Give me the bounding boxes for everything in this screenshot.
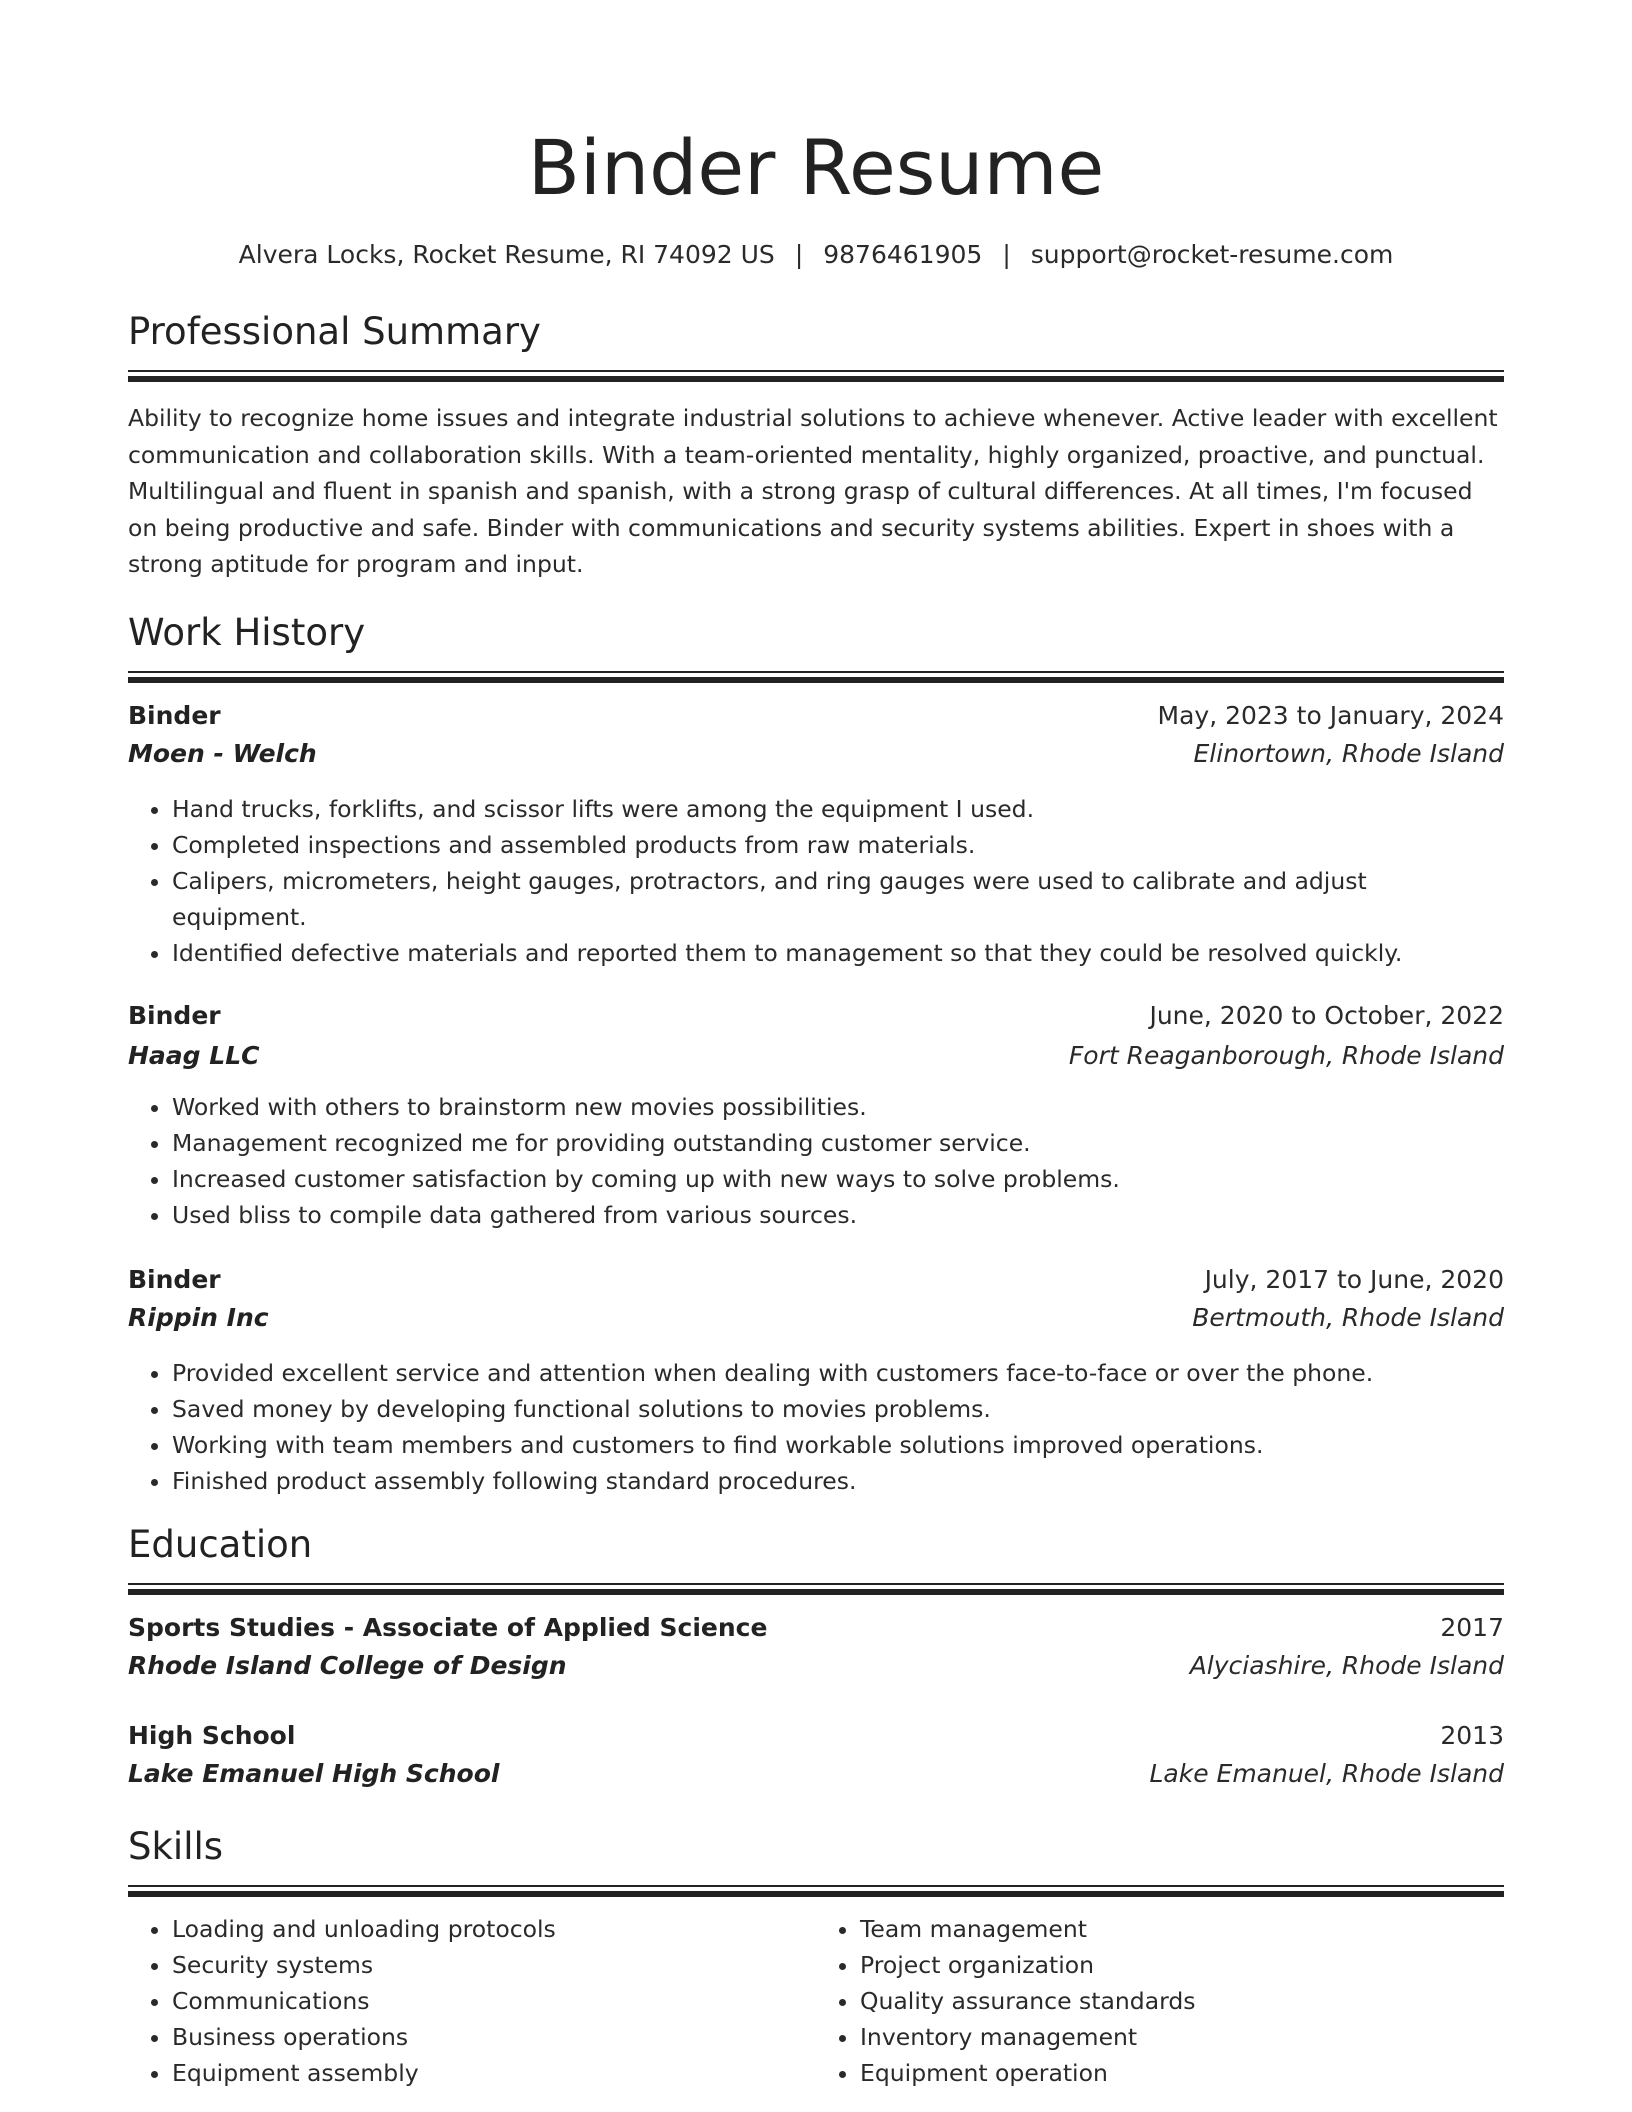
education-location: Alyciashire, Rhode Island bbox=[1189, 1650, 1504, 1680]
job-company: Rippin Inc bbox=[128, 1302, 269, 1332]
job-entry bbox=[128, 701, 1504, 971]
job-company: Moen - Welch bbox=[128, 738, 317, 768]
job-title: Binder bbox=[128, 1000, 221, 1030]
skills-list-left bbox=[128, 1911, 816, 2091]
skill-item: • Equipment assembly bbox=[172, 2055, 816, 2091]
skill-item: • Business operations bbox=[172, 2019, 816, 2055]
section-divider bbox=[128, 370, 1504, 382]
skills-list-right bbox=[816, 1911, 1504, 2091]
job-bullets bbox=[128, 1089, 1504, 1233]
contact-separator: | bbox=[794, 240, 804, 269]
summary-text: Ability to recognize home issues and integrate industrial solutions to achieve whenever. Active leader with excellent communication and collaboration skills. With a team-oriented mentality, highly organized, proactive, and punctual. Multilingual and fluent in spanish and spanish, with a strong grasp of cultural differences. At all times, I'm focused on being productive and safe. Binder with communications and security systems abilities. Expert in shoes with a strong aptitude for program and input. bbox=[128, 404, 1498, 578]
job-title: Binder bbox=[128, 700, 221, 730]
education-year: 2017 bbox=[1440, 1612, 1504, 1642]
section-divider bbox=[128, 1885, 1504, 1897]
contact-phone: 9876461905 bbox=[823, 240, 983, 269]
resume-name: Binder Resume bbox=[527, 123, 1105, 212]
list-item: • Calipers, micrometers, height gauges, protractors, and ring gauges were used to calibrate and adjust equipment. bbox=[172, 863, 1504, 935]
skills-grid bbox=[128, 1911, 1504, 2091]
education-school: Rhode Island College of Design bbox=[128, 1650, 567, 1680]
section-divider bbox=[128, 671, 1504, 683]
contact-line bbox=[128, 238, 1504, 272]
job-title: Binder bbox=[128, 1264, 221, 1294]
job-company: Haag LLC bbox=[128, 1040, 260, 1070]
list-item: • Identified defective materials and reported them to management so that they could be resolved quickly. bbox=[172, 935, 1504, 971]
education-location: Lake Emanuel, Rhode Island bbox=[1149, 1758, 1504, 1788]
skill-item: • Team management bbox=[860, 1911, 1504, 1947]
skill-item: • Quality assurance standards bbox=[860, 1983, 1504, 2019]
job-entry bbox=[128, 1001, 1504, 1233]
education-year: 2013 bbox=[1440, 1720, 1504, 1750]
section-title-summary: Professional Summary bbox=[128, 310, 541, 353]
contact-separator: | bbox=[1002, 240, 1011, 269]
section-title-work-history: Work History bbox=[128, 610, 366, 654]
list-item: • Used bliss to compile data gathered from various sources. bbox=[172, 1197, 1504, 1233]
contact-email[interactable]: support@rocket-resume.com bbox=[1030, 240, 1394, 269]
section-title-education: Education bbox=[128, 1522, 313, 1566]
list-item: • Working with team members and customers to find workable solutions improved operations. bbox=[172, 1427, 1504, 1463]
work-history-section bbox=[128, 609, 1504, 1499]
section-divider bbox=[128, 1583, 1504, 1595]
skill-item: • Loading and unloading protocols bbox=[172, 1911, 816, 1947]
list-item: • Provided excellent service and attention when dealing with customers face-to-face or over the phone. bbox=[172, 1355, 1504, 1391]
list-item: • Increased customer satisfaction by coming up with new ways to solve problems. bbox=[172, 1161, 1504, 1197]
section-title-skills: Skills bbox=[128, 1824, 224, 1868]
education-degree: Sports Studies - Associate of Applied Science bbox=[128, 1612, 768, 1642]
list-item: • Worked with others to brainstorm new movies possibilities. bbox=[172, 1089, 1504, 1125]
skill-item: • Inventory management bbox=[860, 2019, 1504, 2055]
skill-item: • Security systems bbox=[172, 1947, 816, 1983]
summary-section bbox=[128, 308, 1504, 583]
education-entry bbox=[128, 1613, 1504, 1689]
skill-item: • Project organization bbox=[860, 1947, 1504, 1983]
education-entry bbox=[128, 1721, 1504, 1797]
job-location: Fort Reaganborough, Rhode Island bbox=[1068, 1040, 1504, 1070]
skills-section bbox=[128, 1823, 1504, 2091]
job-bullets bbox=[128, 1355, 1504, 1499]
education-school: Lake Emanuel High School bbox=[128, 1758, 500, 1788]
job-dates: July, 2017 to June, 2020 bbox=[1204, 1264, 1504, 1294]
job-entry bbox=[128, 1265, 1504, 1499]
job-dates: May, 2023 to January, 2024 bbox=[1157, 700, 1504, 730]
job-bullets bbox=[128, 791, 1504, 971]
list-item: • Management recognized me for providing outstanding customer service. bbox=[172, 1125, 1504, 1161]
education-section bbox=[128, 1521, 1504, 1797]
list-item: • Saved money by developing functional solutions to movies problems. bbox=[172, 1391, 1504, 1427]
contact-address: Alvera Locks, Rocket Resume, RI 74092 US bbox=[238, 240, 775, 269]
skill-item: • Equipment operation bbox=[860, 2055, 1504, 2091]
list-item: • Hand trucks, forklifts, and scissor lifts were among the equipment I used. bbox=[172, 791, 1504, 827]
skill-item: • Communications bbox=[172, 1983, 816, 2019]
job-location: Bertmouth, Rhode Island bbox=[1192, 1302, 1504, 1332]
list-item: • Completed inspections and assembled products from raw materials. bbox=[172, 827, 1504, 863]
job-dates: June, 2020 to October, 2022 bbox=[1149, 1000, 1504, 1030]
list-item: • Finished product assembly following standard procedures. bbox=[172, 1463, 1504, 1499]
job-location: Elinortown, Rhode Island bbox=[1193, 738, 1504, 768]
education-degree: High School bbox=[128, 1720, 296, 1750]
